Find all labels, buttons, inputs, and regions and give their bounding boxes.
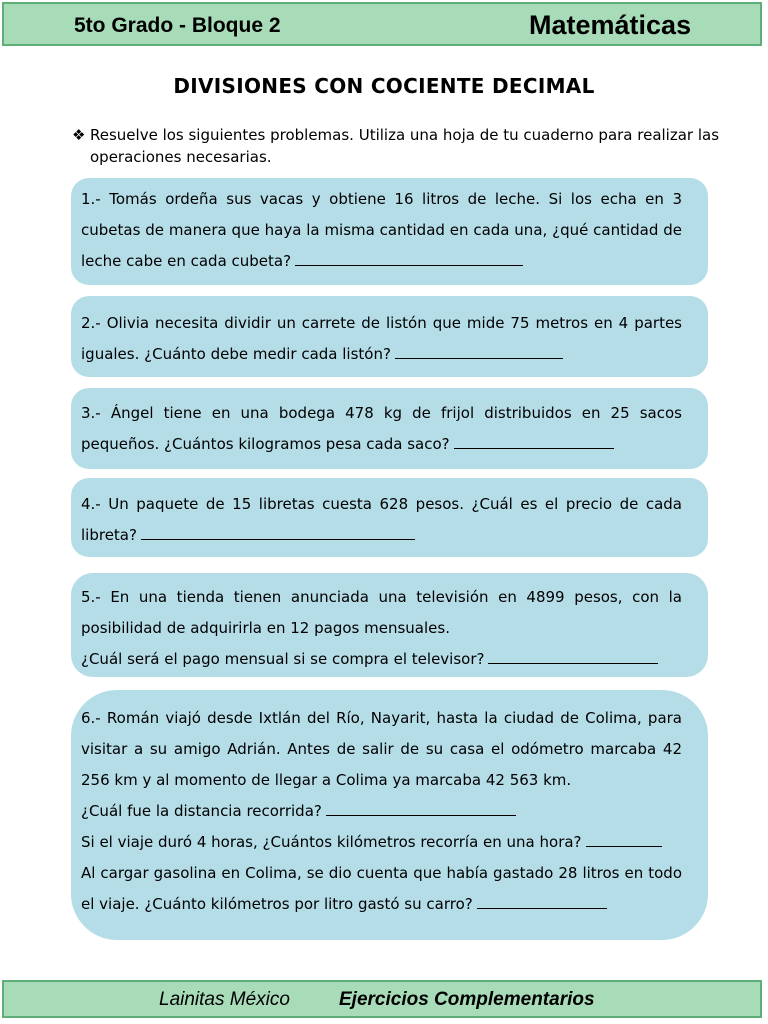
problem-3 [71, 388, 708, 469]
problem-1-text: 1.- Tomás ordeña sus vacas y obtiene 16 litros de leche. Si los echa en 3 cubetas de manera que haya la misma cantidad en cada una, ¿qué cantidad de leche cabe en cada cubeta? [81, 190, 682, 270]
footer-bar [2, 980, 762, 1018]
instruction-text: Resuelve los siguientes problemas. Utiliza una hoja de tu cuaderno para realizar las operaciones necesarias. [90, 126, 720, 166]
grade-label: 5to Grado - Bloque 2 [74, 14, 281, 37]
instruction [72, 124, 740, 168]
diamond-bullet-icon: ❖ [72, 126, 86, 144]
subject-label: Matemáticas [529, 10, 692, 40]
problem-2 [71, 296, 708, 377]
answer-blank-6a[interactable] [326, 800, 516, 816]
answer-blank-4[interactable] [141, 524, 415, 540]
answer-blank-2[interactable] [395, 343, 563, 359]
problem-2-text: 2.- Olivia necesita dividir un carrete de listón que mide 75 metros en 4 partes iguales. ¿Cuánto debe medir cada listón? [81, 314, 682, 363]
footer-author: Lainitas México [159, 989, 290, 1010]
answer-blank-6c[interactable] [477, 893, 607, 909]
problem-6-text-2: ¿Cuál fue la distancia recorrida? [81, 802, 322, 820]
problem-3-text: 3.- Ángel tiene en una bodega 478 kg de frijol distribuidos en 25 sacos pequeños. ¿Cuántos kilogramos pesa cada saco? [81, 404, 682, 453]
problem-6-text-4: Al cargar gasolina en Colima, se dio cuenta que había gastado 28 litros en todo el viaje. ¿Cuánto kilómetros por litro gastó su carro? [81, 864, 682, 913]
problem-1 [71, 178, 708, 285]
problem-4 [71, 478, 708, 557]
answer-blank-3[interactable] [454, 433, 614, 449]
problem-5 [71, 573, 708, 677]
answer-blank-5[interactable] [488, 648, 658, 664]
header-bar [2, 2, 762, 46]
problem-5-text-1: 5.- En una tienda tienen anunciada una televisión en 4899 pesos, con la posibilidad de adquirirla en 12 pagos mensuales. [81, 588, 682, 637]
answer-blank-6b[interactable] [586, 831, 662, 847]
problem-6-text-3: Si el viaje duró 4 horas, ¿Cuántos kilómetros recorría en una hora? [81, 833, 582, 851]
problem-4-text: 4.- Un paquete de 15 libretas cuesta 628 pesos. ¿Cuál es el precio de cada libreta? [81, 495, 682, 544]
page-title: DIVISIONES CON COCIENTE DECIMAL [173, 74, 595, 98]
problem-6 [71, 690, 708, 940]
problem-5-text-2: ¿Cuál será el pago mensual si se compra el televisor? [81, 650, 485, 668]
answer-blank-1[interactable] [295, 250, 523, 266]
problem-6-text-1: 6.- Román viajó desde Ixtlán del Río, Nayarit, hasta la ciudad de Colima, para visitar a su amigo Adrián. Antes de salir de su casa el odómetro marcaba 42 256 km y al momento de llegar a Colima ya marcaba 42 563 km. [81, 709, 682, 789]
footer-series: Ejercicios Complementarios [339, 989, 595, 1010]
